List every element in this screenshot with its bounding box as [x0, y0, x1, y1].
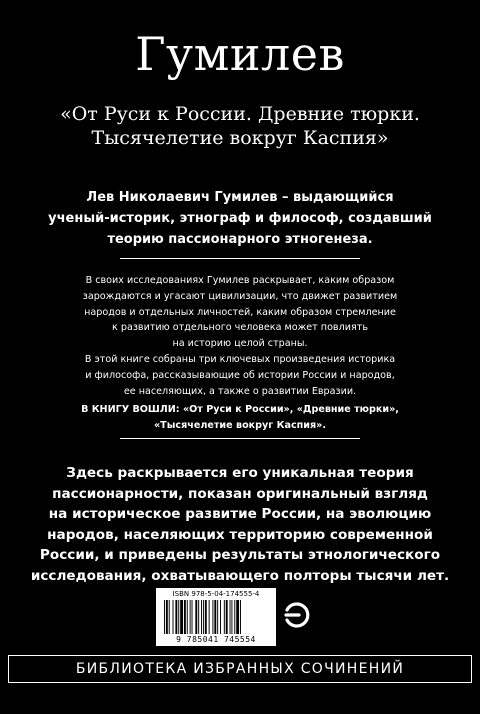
barcode-bar [187, 600, 188, 634]
barcode-bar [214, 600, 216, 634]
barcode-number: 9 785041 745554 [176, 635, 256, 644]
book-titles [30, 102, 450, 150]
summary-line: пассионарности, показан оригинальный взгляд [52, 485, 428, 502]
title-line: Тысячелетие вокруг Каспия» [91, 127, 389, 149]
paragraph-line: народов и отдельных личностей, каким образом стремление [84, 306, 396, 318]
contents-line: «Тысячелетие вокруг Каспия». [153, 419, 327, 431]
description-paragraph [30, 273, 450, 352]
divider [120, 438, 360, 439]
eksmo-logo-icon [282, 601, 310, 629]
summary-line: на историческое развитие России, на эволюцию [48, 506, 432, 522]
paragraph-line: В этой книге собраны три ключевых произведения историка [84, 354, 396, 365]
intro-line: ученый-историк, этнограф и философ, создавший [48, 211, 432, 226]
contents-paragraph [30, 402, 450, 434]
summary-paragraph [30, 463, 450, 586]
intro-line: теорию пассионарного этногенеза. [107, 232, 373, 247]
barcode-block [156, 588, 276, 646]
barcode-bar [175, 600, 177, 634]
barcode-bar [203, 600, 204, 634]
barcode-bar [195, 600, 197, 634]
barcode-bar [201, 600, 202, 634]
barcode-bar [190, 600, 191, 634]
barcode-bar [173, 600, 174, 634]
paragraph-line: зарождаются и угасают цивилизации, что движет развитием [82, 290, 398, 302]
barcode-bar [240, 600, 241, 634]
barcode-bar [212, 600, 213, 634]
barcode-bars [164, 600, 268, 634]
barcode-bar [184, 600, 186, 634]
barcode-bar [236, 600, 239, 634]
isbn-label: ISBN 978-5-04-174555-4 [172, 590, 260, 598]
summary-line: России, и приведены результаты этнологического [39, 547, 441, 563]
barcode-bar [209, 600, 210, 634]
collection-paragraph [30, 352, 450, 399]
summary-line: исследования, охватывающего полторы тысячи лет. [30, 567, 450, 584]
author-intro [40, 187, 440, 250]
barcode-bar [205, 600, 207, 634]
summary-line: народов, населяющих территорию современной [47, 526, 433, 543]
barcode-bar [220, 600, 221, 634]
paragraph-line: к развитию отдельного человека может повлиять [112, 322, 368, 334]
barcode-bar [178, 600, 179, 634]
summary-line: Здесь раскрывается его уникальная теория [66, 465, 414, 481]
barcode-bar [166, 600, 168, 634]
paragraph-line: и философа, рассказывающие об истории России и народов, [85, 369, 395, 381]
paragraph-line: В своих исследованиях Гумилев раскрывает, каким образом [85, 275, 395, 286]
contents-line: В КНИГУ ВОШЛИ: «От Руси к России», «Древние тюрки», [81, 404, 399, 415]
paragraph-line: ее населяющих, а также о развитии Евразии. [123, 385, 357, 397]
barcode-bar [198, 600, 199, 634]
barcode-bar [169, 600, 170, 634]
intro-line: Лев Николаевич Гумилев – выдающийся [86, 190, 394, 205]
author-name: Гумилев [135, 27, 345, 81]
title-line: «От Руси к России. Древние тюрки. [60, 103, 420, 125]
paragraph-line: на историю целой страны. [172, 338, 308, 350]
barcode-bar [231, 600, 232, 634]
barcode-bar [217, 600, 218, 634]
barcode-bar [164, 600, 165, 634]
barcode-bar [192, 600, 193, 634]
divider [120, 258, 360, 259]
barcode-bar [180, 600, 183, 634]
barcode-bar [230, 600, 231, 634]
barcode-bar [234, 600, 235, 634]
series-banner: БИБЛИОТЕКА ИЗБРАННЫХ СОЧИНЕНИЙ [8, 655, 472, 683]
barcode-bar [226, 600, 228, 634]
barcode-bar [224, 600, 225, 634]
